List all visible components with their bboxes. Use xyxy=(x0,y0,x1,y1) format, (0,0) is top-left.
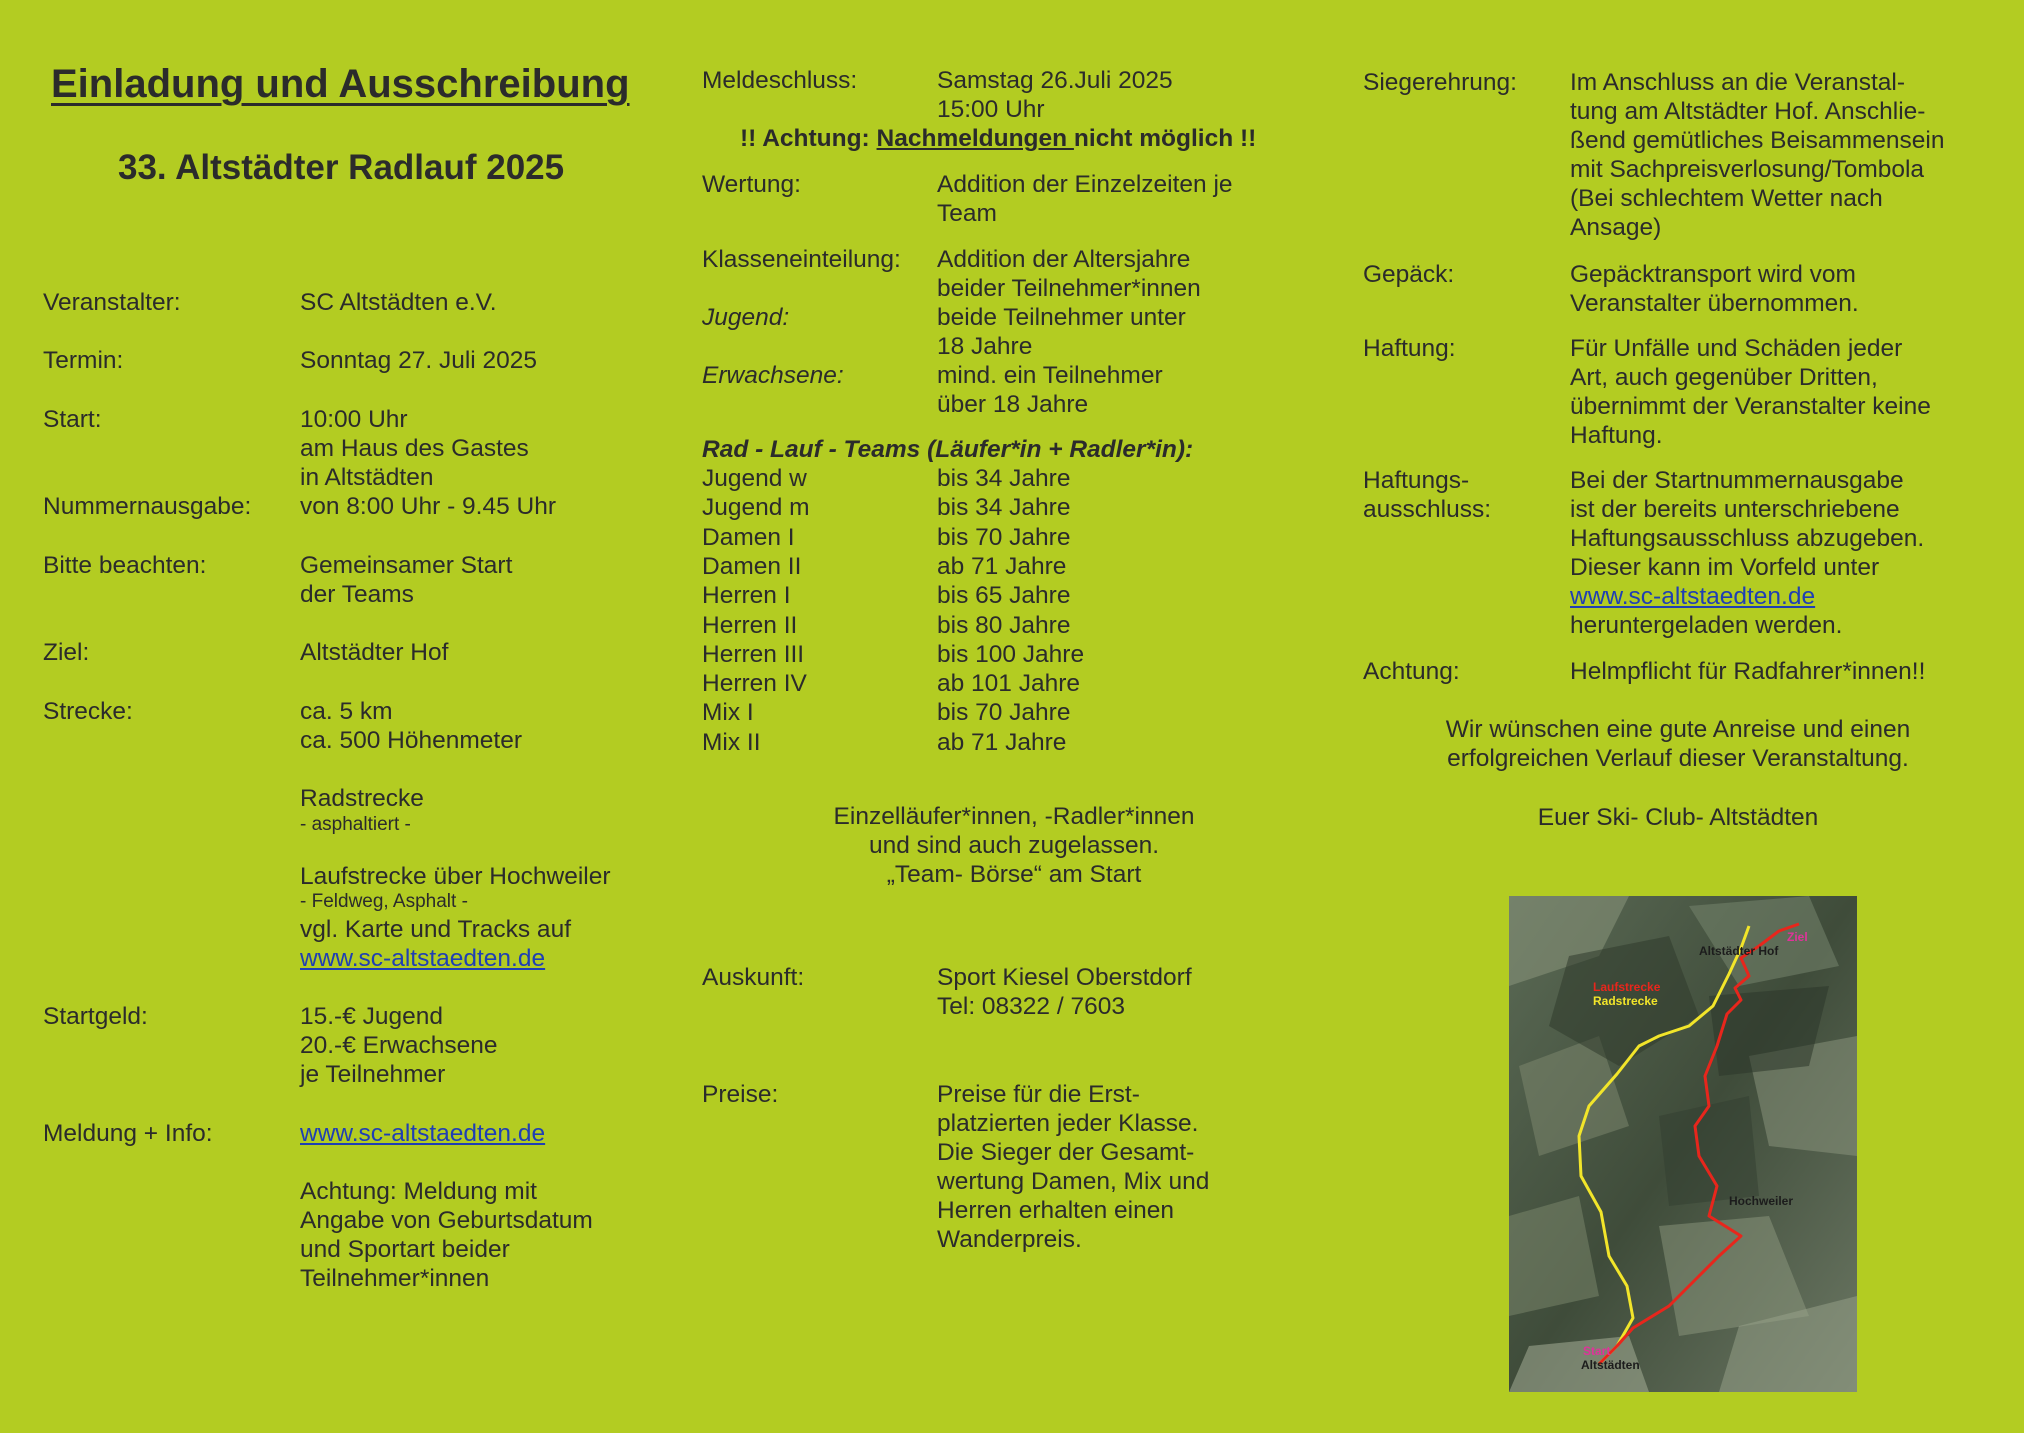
meldung-line: Teilnehmer*innen xyxy=(300,1265,490,1292)
team-class-age: ab 101 Jahre xyxy=(937,670,1081,697)
siegerehrung-line: Ansage) xyxy=(1570,214,1662,241)
meldung-line: Angabe von Geburtsdatum xyxy=(300,1207,593,1234)
veranstalter-label: Veranstalter: xyxy=(43,289,181,316)
route-map xyxy=(1509,896,1857,1392)
haftung-label: Haftung: xyxy=(1363,335,1456,362)
start-line: in Altstädten xyxy=(300,464,434,491)
haftungsausschluss-line: Bei der Startnummernausgabe xyxy=(1570,467,1904,494)
team-class-name: Damen I xyxy=(702,524,795,551)
team-class-name: Herren IV xyxy=(702,670,807,697)
achtung-prefix: !! Achtung: xyxy=(740,125,877,152)
klassen-line: Addition der Altersjahre xyxy=(937,246,1191,273)
team-class-age: bis 100 Jahre xyxy=(937,641,1085,668)
jugend-line: 18 Jahre xyxy=(937,333,1033,360)
erwachsene-label: Erwachsene: xyxy=(702,362,844,389)
map-label-hof: Altstädter Hof xyxy=(1699,944,1779,958)
gepaeck-label: Gepäck: xyxy=(1363,261,1455,288)
meldeschluss-line: Samstag 26.Juli 2025 xyxy=(937,67,1173,94)
strecke-label: Strecke: xyxy=(43,698,133,725)
team-class-age: bis 80 Jahre xyxy=(937,612,1071,639)
helmpflicht-text: Helmpflicht für Radfahrer*innen!! xyxy=(1570,658,1926,685)
team-class-age: bis 65 Jahre xyxy=(937,582,1071,609)
meldeschluss-label: Meldeschluss: xyxy=(702,67,858,94)
preise-label: Preise: xyxy=(702,1081,779,1108)
laufstrecke-note: - Feldweg, Asphalt - xyxy=(300,891,468,912)
beachten-label: Bitte beachten: xyxy=(43,552,207,579)
meldung-line: Achtung: Meldung mit xyxy=(300,1178,537,1205)
preise-line: Preise für die Erst- xyxy=(937,1081,1140,1108)
ziel-label: Ziel: xyxy=(43,639,90,666)
strecke-line: ca. 500 Höhenmeter xyxy=(300,727,522,754)
preise-line: Die Sieger der Gesamt- xyxy=(937,1139,1195,1166)
start-label: Start: xyxy=(43,406,102,433)
klassen-line: beider Teilnehmer*innen xyxy=(937,275,1201,302)
haftung-line: Haftung. xyxy=(1570,422,1663,449)
haftung-website-link[interactable]: www.sc-altstaedten.de xyxy=(1570,583,1816,610)
auskunft-line: Tel: 08322 / 7603 xyxy=(937,993,1125,1020)
beachten-line: der Teams xyxy=(300,581,414,608)
team-class-name: Damen II xyxy=(702,553,802,580)
website-link[interactable]: www.sc-altstaedten.de xyxy=(300,945,546,972)
map-label-radstrecke: Radstrecke xyxy=(1593,994,1658,1008)
erwachsene-line: mind. ein Teilnehmer xyxy=(937,362,1163,389)
strecke-line: ca. 5 km xyxy=(300,698,393,725)
startgeld-label: Startgeld: xyxy=(43,1003,148,1030)
team-class-name: Herren I xyxy=(702,582,791,609)
radstrecke-label: Radstrecke xyxy=(300,785,424,812)
event-title: 33. Altstädter Radlauf 2025 xyxy=(118,148,565,187)
startgeld-line: je Teilnehmer xyxy=(300,1061,446,1088)
route-map-graphic xyxy=(1509,896,1857,1392)
siegerehrung-line: mit Sachpreisverlosung/Tombola xyxy=(1570,156,1925,183)
radstrecke-note: - asphaltiert - xyxy=(300,814,411,835)
termin-value: Sonntag 27. Juli 2025 xyxy=(300,347,538,374)
einzel-line: und sind auch zugelassen. xyxy=(868,832,1160,859)
erwachsene-line: über 18 Jahre xyxy=(937,391,1089,418)
haftung-line: Art, auch gegenüber Dritten, xyxy=(1570,364,1878,391)
siegerehrung-line: Im Anschluss an die Veranstal- xyxy=(1570,69,1906,96)
siegerehrung-label: Siegerehrung: xyxy=(1363,69,1517,96)
page-title: Einladung und Ausschreibung xyxy=(51,62,630,106)
team-class-name: Mix I xyxy=(702,699,754,726)
map-label-altstaedten: Altstädten xyxy=(1581,1358,1640,1372)
team-class-name: Mix II xyxy=(702,729,761,756)
haftungsausschluss-label: ausschluss: xyxy=(1363,496,1492,523)
gepaeck-line: Gepäcktransport wird vom xyxy=(1570,261,1856,288)
haftungsausschluss-line: ist der bereits unterschriebene xyxy=(1570,496,1900,523)
start-line: 10:00 Uhr xyxy=(300,406,408,433)
wunsch-line: Wir wünschen eine gute Anreise und einen xyxy=(1445,716,1911,743)
klassen-label: Klasseneinteilung: xyxy=(702,246,901,273)
einzel-line: „Team- Börse“ am Start xyxy=(886,861,1142,888)
map-label-start: Start xyxy=(1583,1344,1611,1358)
auskunft-label: Auskunft: xyxy=(702,964,805,991)
wertung-line: Addition der Einzelzeiten je xyxy=(937,171,1233,198)
nummernausgabe-value: von 8:00 Uhr - 9.45 Uhr xyxy=(300,493,557,520)
team-class-age: bis 70 Jahre xyxy=(937,699,1071,726)
meldung-label: Meldung + Info: xyxy=(43,1120,213,1147)
auskunft-line: Sport Kiesel Oberstdorf xyxy=(937,964,1192,991)
achtung-suffix: nicht möglich !! xyxy=(1073,125,1257,152)
gepaeck-line: Veranstalter übernommen. xyxy=(1570,290,1859,317)
beachten-line: Gemeinsamer Start xyxy=(300,552,513,579)
haftungsausschluss-line: Dieser kann im Vorfeld unter xyxy=(1570,554,1880,581)
team-class-age: bis 70 Jahre xyxy=(937,524,1071,551)
einzel-line: Einzelläufer*innen, -Radler*innen xyxy=(833,803,1195,830)
map-label-ziel: Ziel xyxy=(1787,930,1808,944)
team-class-name: Jugend w xyxy=(702,465,807,492)
meldeschluss-line: 15:00 Uhr xyxy=(937,96,1045,123)
nummernausgabe-label: Nummernausgabe: xyxy=(43,493,252,520)
achtung-notice xyxy=(740,124,1256,153)
wertung-line: Team xyxy=(937,200,997,227)
haftungsausschluss-label: Haftungs- xyxy=(1363,467,1470,494)
wunsch-line: erfolgreichen Verlauf dieser Veranstaltung. xyxy=(1447,745,1909,772)
laufstrecke-label: Laufstrecke über Hochweiler xyxy=(300,863,611,890)
startgeld-line: 15.-€ Jugend xyxy=(300,1003,444,1030)
haftungsausschluss-line: heruntergeladen werden. xyxy=(1570,612,1843,639)
siegerehrung-line: ßend gemütliches Beisammensein xyxy=(1570,127,1945,154)
preise-line: platzierten jeder Klasse. xyxy=(937,1110,1199,1137)
team-class-age: bis 34 Jahre xyxy=(937,494,1071,521)
preise-line: Herren erhalten einen xyxy=(937,1197,1174,1224)
start-line: am Haus des Gastes xyxy=(300,435,529,462)
map-label-hochweiler: Hochweiler xyxy=(1729,1194,1794,1208)
team-class-name: Jugend m xyxy=(702,494,810,521)
karte-text: vgl. Karte und Tracks auf xyxy=(300,916,571,943)
haftung-line: Für Unfälle und Schäden jeder xyxy=(1570,335,1903,362)
veranstalter-value: SC Altstädten e.V. xyxy=(300,289,497,316)
termin-label: Termin: xyxy=(43,347,124,374)
siegerehrung-line: (Bei schlechtem Wetter nach xyxy=(1570,185,1883,212)
achtung-underlined: Nachmeldungen xyxy=(876,125,1074,152)
haftungsausschluss-line: Haftungsausschluss abzugeben. xyxy=(1570,525,1925,552)
preise-line: Wanderpreis. xyxy=(937,1226,1082,1253)
jugend-label: Jugend: xyxy=(702,304,790,331)
jugend-line: beide Teilnehmer unter xyxy=(937,304,1186,331)
wertung-label: Wertung: xyxy=(702,171,801,198)
preise-line: wertung Damen, Mix und xyxy=(937,1168,1210,1195)
meldung-link[interactable]: www.sc-altstaedten.de xyxy=(300,1120,546,1147)
teams-heading: Rad - Lauf - Teams (Läufer*in + Radler*in): xyxy=(702,436,1194,463)
team-class-name: Herren III xyxy=(702,641,805,668)
ziel-value: Altstädter Hof xyxy=(300,639,449,666)
startgeld-line: 20.-€ Erwachsene xyxy=(300,1032,498,1059)
haftung-line: übernimmt der Veranstalter keine xyxy=(1570,393,1931,420)
team-class-age: ab 71 Jahre xyxy=(937,553,1067,580)
meldung-line: und Sportart beider xyxy=(300,1236,510,1263)
achtung-label: Achtung: xyxy=(1363,658,1460,685)
team-class-age: bis 34 Jahre xyxy=(937,465,1071,492)
team-class-age: ab 71 Jahre xyxy=(937,729,1067,756)
map-label-laufstrecke: Laufstrecke xyxy=(1593,980,1661,994)
siegerehrung-line: tung am Altstädter Hof. Anschlie- xyxy=(1570,98,1926,125)
closing-greeting: Euer Ski- Club- Altstädten xyxy=(1537,804,1819,831)
team-class-name: Herren II xyxy=(702,612,798,639)
